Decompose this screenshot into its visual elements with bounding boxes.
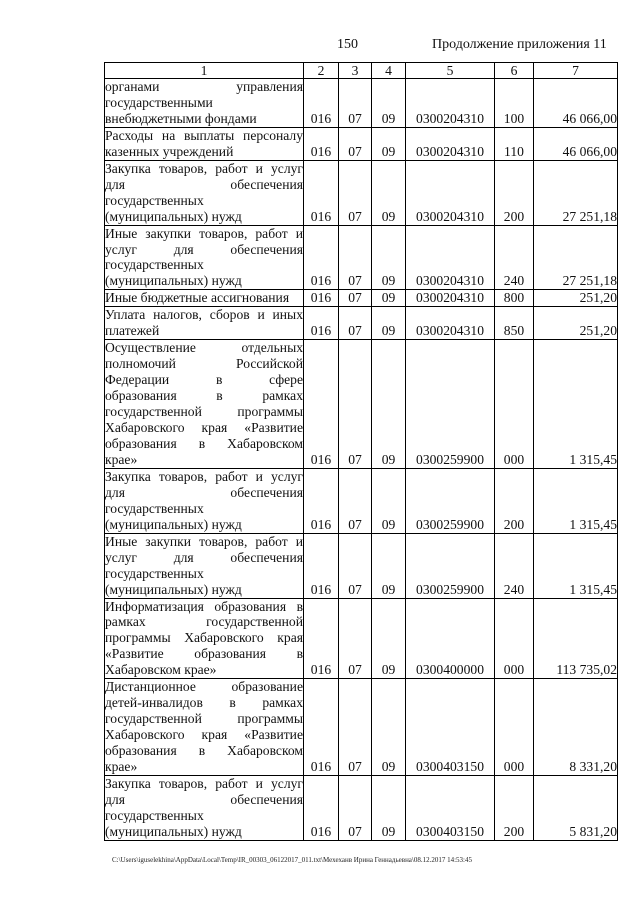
cell-admin-code: 016 <box>304 468 339 533</box>
cell-subsection: 09 <box>372 775 406 840</box>
column-header: 4 <box>372 63 406 79</box>
description-line: государственных <box>105 807 204 823</box>
cell-subsection: 09 <box>372 225 406 290</box>
cell-expense-type: 850 <box>495 307 534 340</box>
cell-expense-type: 240 <box>495 225 534 290</box>
cell-section: 07 <box>339 160 372 225</box>
cell-description <box>105 79 304 128</box>
description-line: государственных <box>105 257 204 273</box>
cell-admin-code: 016 <box>304 598 339 679</box>
cell-amount: 1 315,45 <box>534 533 618 598</box>
cell-section: 07 <box>339 598 372 679</box>
cell-subsection: 09 <box>372 340 406 469</box>
description-line: Иные закупки товаров, работ и <box>105 225 303 241</box>
cell-expense-type: 000 <box>495 598 534 679</box>
cell-amount: 1 315,45 <box>534 340 618 469</box>
cell-amount: 27 251,18 <box>534 160 618 225</box>
description-line: полномочий Российской <box>105 356 303 372</box>
table-row <box>105 225 618 290</box>
cell-description <box>105 468 304 533</box>
table-row <box>105 468 618 533</box>
cell-section: 07 <box>339 533 372 598</box>
cell-description <box>105 598 304 679</box>
cell-expense-type: 100 <box>495 79 534 128</box>
description-line: образования в Хабаровском <box>105 743 303 759</box>
cell-description <box>105 160 304 225</box>
cell-admin-code: 016 <box>304 340 339 469</box>
column-header: 6 <box>495 63 534 79</box>
table-row <box>105 598 618 679</box>
description-line: услуг для обеспечения <box>105 549 303 565</box>
cell-target-article: 0300259900 <box>406 340 495 469</box>
description-line: Иные закупки товаров, работ и <box>105 533 303 549</box>
description-line: Дистанционное образование <box>105 679 303 695</box>
description-line: Хабаровского края «Развитие <box>105 727 303 743</box>
cell-description <box>105 533 304 598</box>
description-line: для обеспечения <box>105 484 303 500</box>
cell-section: 07 <box>339 290 372 307</box>
description-line: внебюджетными фондами <box>105 110 257 126</box>
cell-expense-type: 800 <box>495 290 534 307</box>
cell-subsection: 09 <box>372 679 406 776</box>
cell-amount: 251,20 <box>534 290 618 307</box>
cell-expense-type: 200 <box>495 775 534 840</box>
table-row <box>105 127 618 160</box>
description-line: Уплата налогов, сборов и иных <box>105 307 303 323</box>
description-line: «Развитие образования в <box>105 646 303 662</box>
cell-amount: 113 735,02 <box>534 598 618 679</box>
cell-admin-code: 016 <box>304 679 339 776</box>
cell-amount: 27 251,18 <box>534 225 618 290</box>
cell-target-article: 0300403150 <box>406 775 495 840</box>
cell-amount: 5 831,20 <box>534 775 618 840</box>
cell-expense-type: 110 <box>495 127 534 160</box>
cell-subsection: 09 <box>372 127 406 160</box>
cell-expense-type: 000 <box>495 679 534 776</box>
cell-admin-code: 016 <box>304 533 339 598</box>
description-line: государственными <box>105 94 213 110</box>
description-line: программы Хабаровского края <box>105 630 303 646</box>
column-number-row <box>105 63 618 79</box>
cell-subsection: 09 <box>372 468 406 533</box>
description-line: государственных <box>105 500 204 516</box>
cell-description <box>105 290 304 307</box>
table-header <box>105 63 618 79</box>
cell-section: 07 <box>339 340 372 469</box>
description-line: органами управления <box>105 79 303 94</box>
description-line: услуг для обеспечения <box>105 241 303 257</box>
cell-target-article: 0300204310 <box>406 225 495 290</box>
cell-amount: 1 315,45 <box>534 468 618 533</box>
description-line: Закупка товаров, работ и услуг <box>105 160 303 176</box>
cell-section: 07 <box>339 468 372 533</box>
description-line: детей-инвалидов в рамках <box>105 695 303 711</box>
cell-amount: 251,20 <box>534 307 618 340</box>
table-row <box>105 679 618 776</box>
description-line: государственной программы <box>105 711 303 727</box>
cell-section: 07 <box>339 679 372 776</box>
cell-admin-code: 016 <box>304 79 339 128</box>
description-line: Хабаровского края «Развитие <box>105 420 303 436</box>
description-line: Расходы на выплаты персоналу <box>105 127 303 143</box>
description-line: Закупка товаров, работ и услуг <box>105 468 303 484</box>
cell-subsection: 09 <box>372 533 406 598</box>
cell-target-article: 0300204310 <box>406 307 495 340</box>
page-number: 150 <box>337 37 358 52</box>
description-line: платежей <box>105 323 160 339</box>
description-line: образования в Хабаровском <box>105 435 303 451</box>
cell-subsection: 09 <box>372 79 406 128</box>
cell-target-article: 0300204310 <box>406 160 495 225</box>
description-line: Информатизация образования в <box>105 598 303 614</box>
cell-expense-type: 000 <box>495 340 534 469</box>
cell-admin-code: 016 <box>304 127 339 160</box>
description-line: государственной программы <box>105 404 303 420</box>
cell-target-article: 0300400000 <box>406 598 495 679</box>
cell-target-article: 0300259900 <box>406 533 495 598</box>
cell-target-article: 0300204310 <box>406 290 495 307</box>
cell-target-article: 0300259900 <box>406 468 495 533</box>
description-line: Осуществление отдельных <box>105 340 303 356</box>
column-header: 2 <box>304 63 339 79</box>
cell-expense-type: 240 <box>495 533 534 598</box>
cell-description <box>105 340 304 469</box>
appendix-continuation-label: Продолжение приложения 11 <box>432 37 607 52</box>
cell-expense-type: 200 <box>495 468 534 533</box>
description-line: образования в рамках <box>105 388 303 404</box>
description-line: казенных учреждений <box>105 143 234 159</box>
description-line: рамках государственной <box>105 614 303 630</box>
table-row <box>105 533 618 598</box>
description-line: Федерации в сфере <box>105 372 303 388</box>
description-line: крае» <box>105 759 138 775</box>
description-line: (муниципальных) нужд <box>105 581 242 597</box>
description-line: (муниципальных) нужд <box>105 823 242 839</box>
description-line: для обеспечения <box>105 791 303 807</box>
description-line: (муниципальных) нужд <box>105 273 242 289</box>
cell-admin-code: 016 <box>304 160 339 225</box>
description-line: для обеспечения <box>105 176 303 192</box>
table-row <box>105 290 618 307</box>
cell-target-article: 0300204310 <box>406 127 495 160</box>
description-line: (муниципальных) нужд <box>105 516 242 532</box>
description-line: государственных <box>105 565 204 581</box>
table-row <box>105 160 618 225</box>
cell-description <box>105 775 304 840</box>
cell-description <box>105 225 304 290</box>
budget-table <box>104 62 618 841</box>
file-path-footer: C:\Users\iguselekhina\AppData\Local\Temp\IR_00303_06122017_011.txt\Мехеханв Ирина Геннадьевна\08.12.2017 14:53:45 <box>112 856 473 864</box>
cell-section: 07 <box>339 225 372 290</box>
cell-description <box>105 679 304 776</box>
cell-section: 07 <box>339 307 372 340</box>
column-header: 7 <box>534 63 618 79</box>
description-line: Иные бюджетные ассигнования <box>105 290 290 306</box>
description-line: Хабаровском крае» <box>105 662 217 678</box>
cell-description <box>105 307 304 340</box>
cell-subsection: 09 <box>372 598 406 679</box>
table-row <box>105 340 618 469</box>
cell-amount: 46 066,00 <box>534 79 618 128</box>
description-line: государственных <box>105 192 204 208</box>
cell-admin-code: 016 <box>304 225 339 290</box>
cell-subsection: 09 <box>372 290 406 307</box>
table-body <box>105 79 618 841</box>
cell-subsection: 09 <box>372 160 406 225</box>
description-line: (муниципальных) нужд <box>105 208 242 224</box>
cell-amount: 8 331,20 <box>534 679 618 776</box>
description-line: крае» <box>105 451 138 467</box>
column-header: 3 <box>339 63 372 79</box>
cell-section: 07 <box>339 127 372 160</box>
cell-admin-code: 016 <box>304 307 339 340</box>
description-line: Закупка товаров, работ и услуг <box>105 775 303 791</box>
cell-section: 07 <box>339 79 372 128</box>
cell-section: 07 <box>339 775 372 840</box>
cell-amount: 46 066,00 <box>534 127 618 160</box>
column-header: 5 <box>406 63 495 79</box>
cell-target-article: 0300403150 <box>406 679 495 776</box>
table-row <box>105 79 618 128</box>
cell-target-article: 0300204310 <box>406 79 495 128</box>
cell-description <box>105 127 304 160</box>
column-header: 1 <box>105 63 304 79</box>
cell-admin-code: 016 <box>304 775 339 840</box>
cell-expense-type: 200 <box>495 160 534 225</box>
table-row <box>105 775 618 840</box>
table-row <box>105 307 618 340</box>
cell-subsection: 09 <box>372 307 406 340</box>
cell-admin-code: 016 <box>304 290 339 307</box>
